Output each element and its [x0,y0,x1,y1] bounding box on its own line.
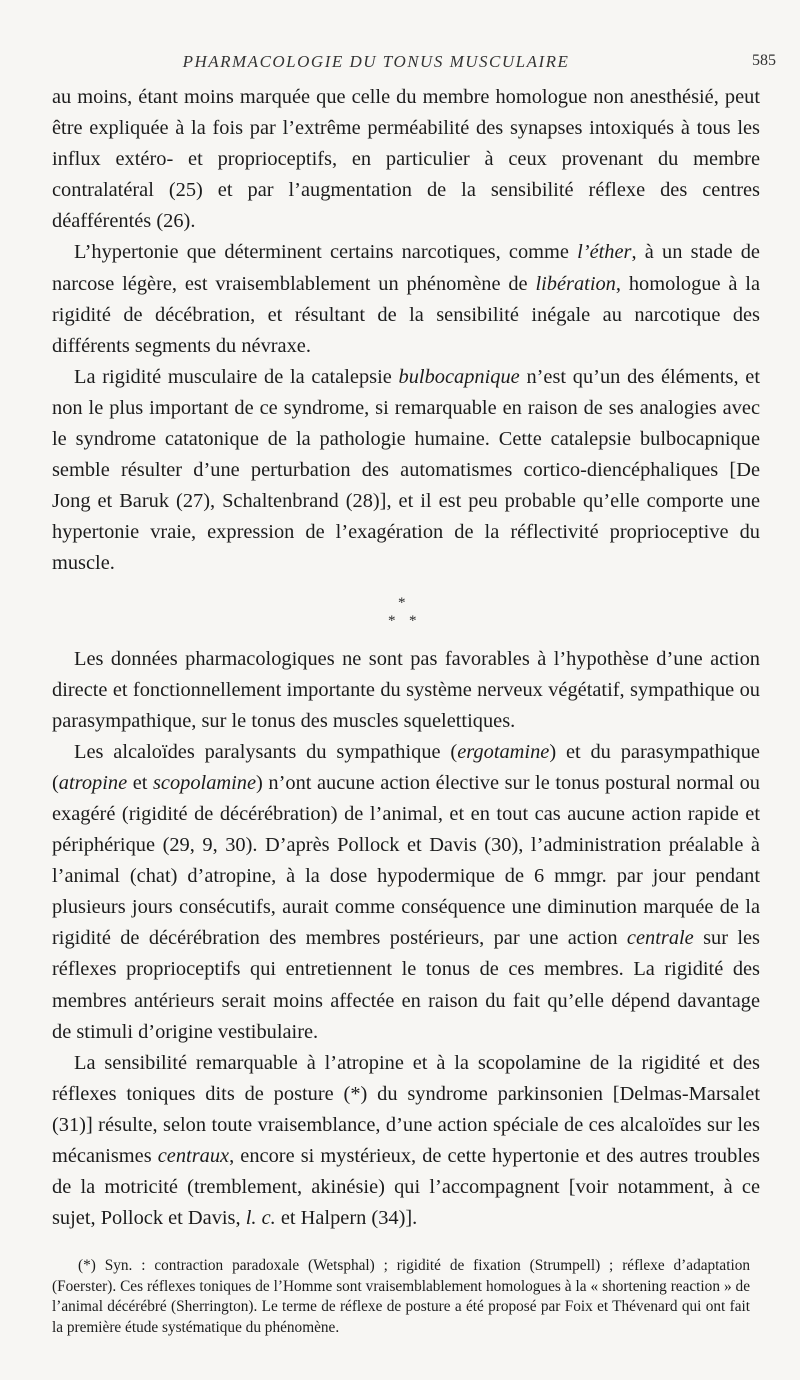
text-run: (*) Syn. : contraction paradoxale (Wetsphal) ; rigidité de fixation (Strumpell) ; réflexe d’adaptation (Foerster). Ces réflexes toniques de l’Homme sont vraisemblablement homologues à la « shortening reaction » de l’animal décérébré (Sherrington). Le terme de réflexe de posture a été proposé par Foix et Thévenard qui ont fait la première étude systématique du phénomène. [52,1257,750,1336]
paragraph-3 [52,362,760,580]
page [52,52,776,1338]
text-run: au moins, étant moins marquée que celle du membre homologue non anesthésié, peut être expliquée à la fois par l’extrême perméabilité des synapses intoxiqués à tous les influx extéro- et proprioceptifs, en particulier à ceux provenant du membre contralatéral (25) et par l’augmentation de la sensibilité réflexe des centres déafférentés (26). [52,86,760,233]
running-head [52,52,776,82]
text-run: n’est qu’un des éléments, et non le plus important de ce syndrome, si remarquable en raison de ses analogies avec le syndrome catatonique de la pathologie humaine. Cette catalepsie bulbocapnique semble résulter d’une perturbation des automatismes cortico-diencéphaliques [De Jong et Baruk (27), Schaltenbrand (28)], et il est peu probable qu’elle comporte une hypertonie vraie, expression de l’exagération de la réflectivité proprioceptive du muscle. [52,365,760,575]
paragraph-5 [52,737,760,1048]
text-run: Les données pharmacologiques ne sont pas favorables à l’hypothèse d’une action directe et fonctionnellement importante du système nerveux végétatif, sympathique ou parasympathique, sur le tonus des muscles squelettiques. [52,647,760,732]
text-run: La sensibilité remarquable à l’atropine et à la scopolamine de la rigidité et des réflexes toniques dits de posture (*) du syndrome parkinsonien [Delmas-Marsalet (31)] résulte, selon toute vraisemblance, d’une action spéciale de ces alcaloïdes sur les mécanismes [52,1051,760,1167]
italic-run: centraux [157,1145,230,1167]
italic-run: ergotamine [457,740,550,763]
italic-run: libération [535,272,616,295]
italic-run: l. c. [245,1207,276,1230]
footnote-text [52,1256,750,1338]
italic-run: bulbocapnique [398,365,520,388]
page-number: 585 [752,52,776,69]
paragraph-6 [52,1048,760,1235]
text-run: sur les réflexes proprioceptifs qui entretiennent le tonus de ces membres. La rigidité des membres antérieurs serait moins affectée en raison du fait qu’elle dépend davantage de stimuli d’origine vestibulaire. [52,927,760,1043]
asterism-star-top: * [398,594,406,611]
asterism-star-left: * [388,612,396,629]
text-run: La rigidité musculaire de la catalepsie [74,365,399,388]
italic-run: centrale [626,927,694,950]
text-run: L’hypertonie que déterminent certains narcotiques, comme [74,241,578,264]
running-title: PHARMACOLOGIE DU TONUS MUSCULAIRE [182,52,570,71]
paragraph-1 [52,82,760,237]
footnote [52,1256,760,1338]
italic-run: atropine [58,771,128,794]
paragraph-2 [52,237,760,361]
text-run: ) et du parasympathique ( [52,740,760,794]
text-run: et [127,771,153,794]
italic-run: l’éther [577,241,632,264]
italic-run: scopolamine [152,771,257,794]
asterism-star-right: * [409,612,417,629]
text-run: et Halpern (34)]. [275,1207,418,1230]
text-run: , encore si mystérieux, de cette hypertonie et des autres troubles de la motricité (tremblement, akinésie) qui l’accompagnent [voir notamment, à ce sujet, Pollock et Davis, [52,1145,760,1230]
text-run: Les alcaloïdes paralysants du sympathique ( [74,740,458,763]
text-run: ) n’ont aucune action élective sur le tonus postural normal ou exagéré (rigidité de décérébration) de l’animal, et en tout cas aucune action rapide et périphérique (29, 9, 30). D’après Pollock et Davis (30), l’administration préalable à l’animal (chat) d’atropine, à la dose hypodermique de 6 mmgr. par jour pendant plusieurs jours consécutifs, aurait comme conséquence une diminution marquée de la rigidité de décérébration des membres postérieurs, par une action [52,771,760,950]
body-text [52,82,760,1234]
text-run: , à un stade de narcose légère, est vraisemblablement un phénomène de [52,241,760,295]
section-asterism [52,584,760,642]
paragraph-4 [52,644,760,737]
text-run: , homologue à la rigidité de décébration, et résultant de la sensibilité inégale au narcotique des différents segments du névraxe. [52,272,761,357]
